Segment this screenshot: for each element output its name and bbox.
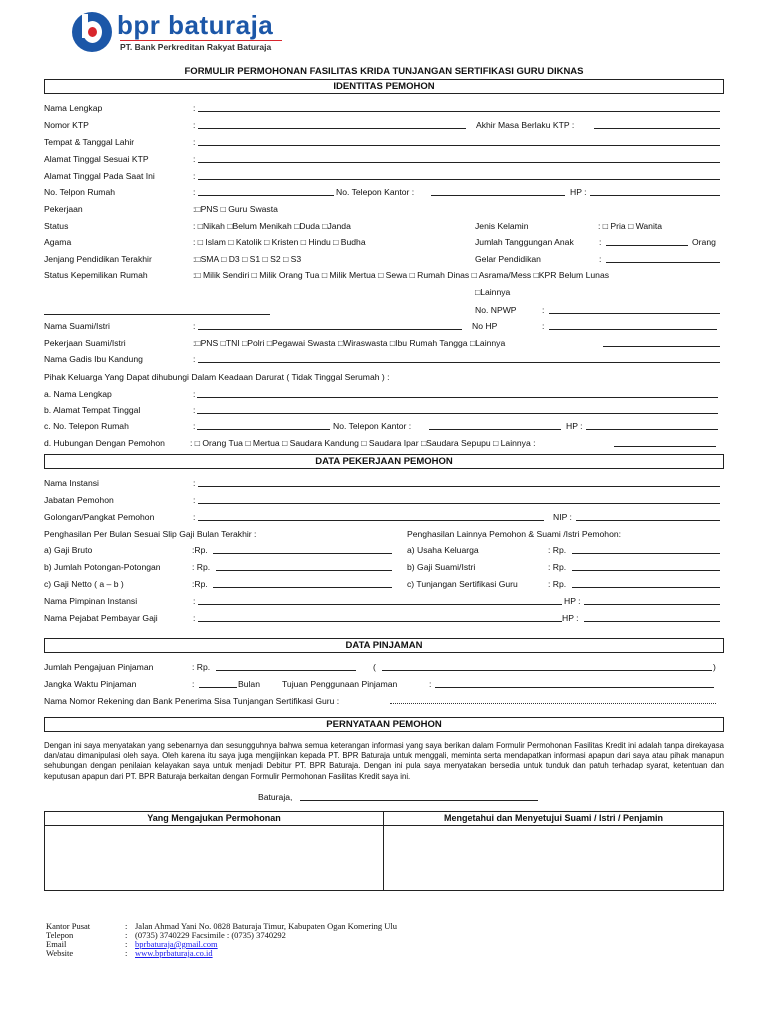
label-tanggungan: Jumlah Tanggungan Anak: [475, 237, 574, 247]
pimpinan-field[interactable]: [198, 604, 562, 605]
label-baturaja: Baturaja,: [258, 792, 293, 802]
telp-rumah-field[interactable]: [198, 195, 334, 196]
npwp-field[interactable]: [549, 313, 720, 314]
brand-subtitle: PT. Bank Perkreditan Rakyat Baturaja: [120, 42, 272, 52]
colon: :: [125, 930, 128, 940]
pejabat-hp-field[interactable]: [584, 621, 720, 622]
footer-kantor-value: Jalan Ahmad Yani No. 0828 Baturaja Timur, Kabupaten Ogan Komering Ulu: [135, 921, 397, 931]
darurat-hp-field[interactable]: [586, 429, 718, 430]
colon: :: [193, 187, 196, 197]
label-telp-rumah: No. Telpon Rumah: [44, 187, 116, 197]
label-nomor-ktp: Nomor KTP: [44, 120, 89, 130]
colon: :: [193, 389, 196, 399]
darurat-hubungan-lainnya-field[interactable]: [614, 446, 716, 447]
label-pimpinan-hp: HP :: [564, 596, 581, 606]
label-darurat-telp: c. No. Telepon Rumah: [44, 421, 129, 431]
section-pinjaman: DATA PINJAMAN: [44, 638, 724, 653]
label-pimpinan: Nama Pimpinan Instansi: [44, 596, 138, 606]
label-instansi: Nama Instansi: [44, 478, 99, 488]
usaha-field[interactable]: [572, 553, 720, 554]
label-pejabat: Nama Pejabat Pembayar Gaji: [44, 613, 158, 623]
signature-left-area[interactable]: [45, 826, 383, 890]
paren-open: (: [373, 662, 376, 672]
label-jangka-waktu: Jangka Waktu Pinjaman: [44, 679, 137, 689]
brand-name: bpr baturaja: [117, 10, 274, 40]
signature-left-header: Yang Mengajukan Permohonan: [45, 812, 384, 826]
pejabat-field[interactable]: [198, 621, 562, 622]
label-kepemilikan: Status Kepemilikan Rumah: [44, 270, 148, 280]
label-gaji-bruto: a) Gaji Bruto: [44, 545, 93, 555]
label-pekerjaan: Pekerjaan: [44, 204, 83, 214]
logo-divider: [120, 40, 282, 41]
gelar-field[interactable]: [606, 262, 720, 263]
jumlah-pinjaman-field[interactable]: [216, 670, 356, 671]
pekerjaan-options[interactable]: :□PNS □ Guru Swasta: [193, 204, 278, 214]
paren-close: ): [713, 662, 716, 672]
colon: :: [193, 120, 196, 130]
colon: :: [193, 596, 196, 606]
label-status: Status: [44, 221, 69, 231]
section-identitas: IDENTITAS PEMOHON: [44, 79, 724, 94]
rp-prefix: :Rp.: [192, 545, 208, 555]
colon: :: [599, 237, 602, 247]
jenis-kelamin-options[interactable]: : □ Pria □ Wanita: [598, 221, 663, 231]
penghasilan-lain-heading: Penghasilan Lainnya Pemohon & Suami /Istri Pemohon:: [407, 529, 622, 539]
colon: :: [429, 679, 432, 689]
label-usaha: a) Usaha Keluarga: [407, 545, 479, 555]
colon: :: [192, 679, 195, 689]
kepemilikan-lainnya-option[interactable]: □Lainnya: [475, 287, 511, 297]
jangka-waktu-field[interactable]: [199, 687, 237, 688]
label-telp-kantor: No. Telepon Kantor :: [336, 187, 415, 197]
darurat-hubungan-options[interactable]: : □ Orang Tua □ Mertua □ Saudara Kandung □ Saudara Ipar □Saudara Sepupu □ Lainnya :: [190, 438, 536, 448]
label-ibu-kandung: Nama Gadis Ibu Kandung: [44, 354, 143, 364]
colon: :: [193, 154, 196, 164]
kepemilikan-lainnya-field[interactable]: [44, 314, 270, 315]
pekerjaan-suami-options[interactable]: :□PNS □TNI □Polri □Pegawai Swasta □Wiraswasta □Ibu Rumah Tangga □Lainnya: [193, 338, 506, 348]
rp-prefix: : Rp.: [548, 562, 567, 572]
signature-right-header: Mengetahui dan Menyetujui Suami / Istri / Penjamin: [384, 812, 723, 826]
label-gaji-netto: c) Gaji Netto ( a – b ): [44, 579, 124, 589]
label-jenis-kelamin: Jenis Kelamin: [475, 221, 529, 231]
pendidikan-options[interactable]: :□SMA □ D3 □ S1 □ S2 □ S3: [193, 254, 302, 264]
tujuan-field[interactable]: [435, 687, 714, 688]
label-darurat-hubungan: d. Hubungan Dengan Pemohon: [44, 438, 165, 448]
label-hp: HP :: [570, 187, 587, 197]
colon: :: [125, 948, 128, 958]
label-nama-suami: Nama Suami/Istri: [44, 321, 110, 331]
footer-email-label: Email: [46, 939, 67, 949]
label-tujuan: Tujuan Penggunaan Pinjaman: [282, 679, 398, 689]
label-npwp: No. NPWP: [475, 305, 517, 315]
colon: :: [193, 512, 196, 522]
golongan-field[interactable]: [198, 520, 544, 521]
section-pekerjaan: DATA PEKERJAAN PEMOHON: [44, 454, 724, 469]
darurat-heading: Pihak Keluarga Yang Dapat dihubungi Dalam Keadaan Darurat ( Tidak Tinggal Serumah ) :: [44, 372, 390, 382]
colon: :: [193, 421, 196, 431]
telp-kantor-field[interactable]: [431, 195, 565, 196]
colon: :: [193, 495, 196, 505]
darurat-nama-field[interactable]: [197, 397, 718, 398]
ttl-field[interactable]: [198, 145, 720, 146]
nama-suami-field[interactable]: [198, 329, 462, 330]
status-options[interactable]: : □Nikah □Belum Menikah □Duda □Janda: [193, 221, 351, 231]
alamat-saat-ini-field[interactable]: [198, 179, 720, 180]
rp-prefix: : Rp.: [192, 662, 211, 672]
colon: :: [193, 478, 196, 488]
colon: :: [193, 321, 196, 331]
label-darurat-telp-kantor: No. Telepon Kantor :: [333, 421, 412, 431]
footer-telp-value: (0735) 3740229 Facsimile : (0735) 3740292: [135, 930, 286, 940]
label-golongan: Golongan/Pangkat Pemohon: [44, 512, 155, 522]
rekening-field[interactable]: [390, 703, 716, 704]
tanggungan-unit: Orang: [692, 237, 716, 247]
label-akhir-masa-ktp: Akhir Masa Berlaku KTP :: [476, 120, 575, 130]
signature-table: [44, 811, 724, 891]
colon: :: [193, 354, 196, 364]
penghasilan-slip-heading: Penghasilan Per Bulan Sesuai Slip Gaji Bulan Terakhir :: [44, 529, 257, 539]
label-alamat-ktp: Alamat Tinggal Sesuai KTP: [44, 154, 149, 164]
footer-email-link[interactable]: bprbaturaja@gmail.com: [135, 939, 218, 949]
colon: :: [542, 305, 545, 315]
label-pejabat-hp: HP :: [562, 613, 579, 623]
pekerjaan-suami-lainnya-field[interactable]: [603, 346, 720, 347]
jumlah-terbilang-field[interactable]: [382, 670, 712, 671]
label-tunjangan: c) Tunjangan Sertifikasi Guru: [407, 579, 518, 589]
label-nip: NIP :: [553, 512, 572, 522]
label-agama: Agama: [44, 237, 72, 247]
nip-field[interactable]: [576, 520, 720, 521]
kepemilikan-options[interactable]: :□ Milik Sendiri □ Milik Orang Tua □ Milik Mertua □ Sewa □ Rumah Dinas □ Asrama/Mess □KPR Belum Lunas: [193, 270, 610, 280]
nomor-ktp-field[interactable]: [198, 128, 466, 129]
rp-prefix: : Rp.: [548, 545, 567, 555]
instansi-field[interactable]: [198, 486, 720, 487]
section-pernyataan: PERNYATAAN PEMOHON: [44, 717, 724, 732]
signature-right-area[interactable]: [384, 826, 723, 890]
hp-field[interactable]: [590, 195, 720, 196]
jabatan-field[interactable]: [198, 503, 720, 504]
label-rekening: Nama Nomor Rekening dan Bank Penerima Sisa Tunjangan Sertifikasi Guru :: [44, 696, 340, 706]
darurat-telp-field[interactable]: [197, 429, 330, 430]
agama-options[interactable]: : □ Islam □ Katolik □ Kristen □ Hindu □ Budha: [193, 237, 366, 247]
alamat-ktp-field[interactable]: [198, 162, 720, 163]
pimpinan-hp-field[interactable]: [584, 604, 720, 605]
akhir-masa-ktp-field[interactable]: [594, 128, 720, 129]
baturaja-date-field[interactable]: [300, 800, 538, 801]
label-pekerjaan-suami: Pekerjaan Suami/Istri: [44, 338, 126, 348]
tunjangan-field[interactable]: [572, 587, 720, 588]
label-darurat-nama: a. Nama Lengkap: [44, 389, 112, 399]
label-ttl: Tempat & Tanggal Lahir: [44, 137, 135, 147]
potongan-field[interactable]: [216, 570, 392, 571]
darurat-telp-kantor-field[interactable]: [429, 429, 561, 430]
colon: :: [125, 939, 128, 949]
label-no-hp: No HP: [472, 321, 498, 331]
colon: :: [193, 171, 196, 181]
rp-prefix: : Rp.: [192, 562, 211, 572]
gaji-netto-field[interactable]: [213, 587, 392, 588]
rp-prefix: : Rp.: [548, 579, 567, 589]
colon: :: [193, 103, 196, 113]
colon: :: [125, 921, 128, 931]
colon: :: [542, 321, 545, 331]
gaji-bruto-field[interactable]: [213, 553, 392, 554]
label-jumlah-pinjaman: Jumlah Pengajuan Pinjaman: [44, 662, 154, 672]
ibu-kandung-field[interactable]: [198, 362, 720, 363]
label-gelar: Gelar Pendidikan: [475, 254, 541, 264]
form-title: FORMULIR PERMOHONAN FASILITAS KRIDA TUNJANGAN SERTIFIKASI GURU DIKNAS: [184, 66, 584, 77]
footer-telp-label: Telepon: [46, 930, 74, 940]
nama-lengkap-field[interactable]: [198, 111, 720, 112]
colon: :: [193, 405, 196, 415]
colon: :: [193, 137, 196, 147]
tanggungan-field[interactable]: [606, 245, 688, 246]
label-alamat-saat-ini: Alamat Tinggal Pada Saat Ini: [44, 171, 155, 181]
gaji-suami-field[interactable]: [572, 570, 720, 571]
no-hp-field[interactable]: [549, 329, 717, 330]
darurat-alamat-field[interactable]: [197, 413, 718, 414]
label-potongan: b) Jumlah Potongan-Potongan: [44, 562, 161, 572]
label-nama-lengkap: Nama Lengkap: [44, 103, 103, 113]
colon: :: [193, 613, 196, 623]
label-pendidikan: Jenjang Pendidikan Terakhir: [44, 254, 152, 264]
label-gaji-suami: b) Gaji Suami/Istri: [407, 562, 476, 572]
bank-logo-icon: [72, 12, 112, 52]
colon: :: [599, 254, 602, 264]
label-jabatan: Jabatan Pemohon: [44, 495, 114, 505]
pernyataan-text: Dengan ini saya menyatakan yang sebenarnya dan sesungguhnya bahwa semua keterangan informasi yang saya berikan dalam Formulir Permohonan Fasilitas Kredit ini adalah tanpa direkayasa dan/atau dimanipulasi oleh saya. Oleh karena itu saya juga mengijinkan kepada PT. BPR Baturaja untuk menggali, meminta serta mendapatkan informasi apapun dari saya atau pihak manapun sehubungan dengan penilaian kelayakan saya untuk menjadi Debitur PT. BPR Baturaja. Dengan ini pula saya menyatakan bersedia untuk tunduk dan patuh terhadap syarat, ketentuan dan keputusan apapun dari PT. BPR Baturaja berkaitan dengan Formulir Permohonan Fasilitas Kredit saya ini.: [44, 741, 724, 781]
footer-web-link[interactable]: www.bprbaturaja.co.id: [135, 948, 213, 958]
label-darurat-hp: HP :: [566, 421, 583, 431]
footer-web-label: Website: [46, 948, 74, 958]
bulan-unit: Bulan: [238, 679, 260, 689]
label-darurat-alamat: b. Alamat Tempat Tinggal: [44, 405, 141, 415]
rp-prefix: :Rp.: [192, 579, 208, 589]
footer-kantor-label: Kantor Pusat: [46, 921, 91, 931]
